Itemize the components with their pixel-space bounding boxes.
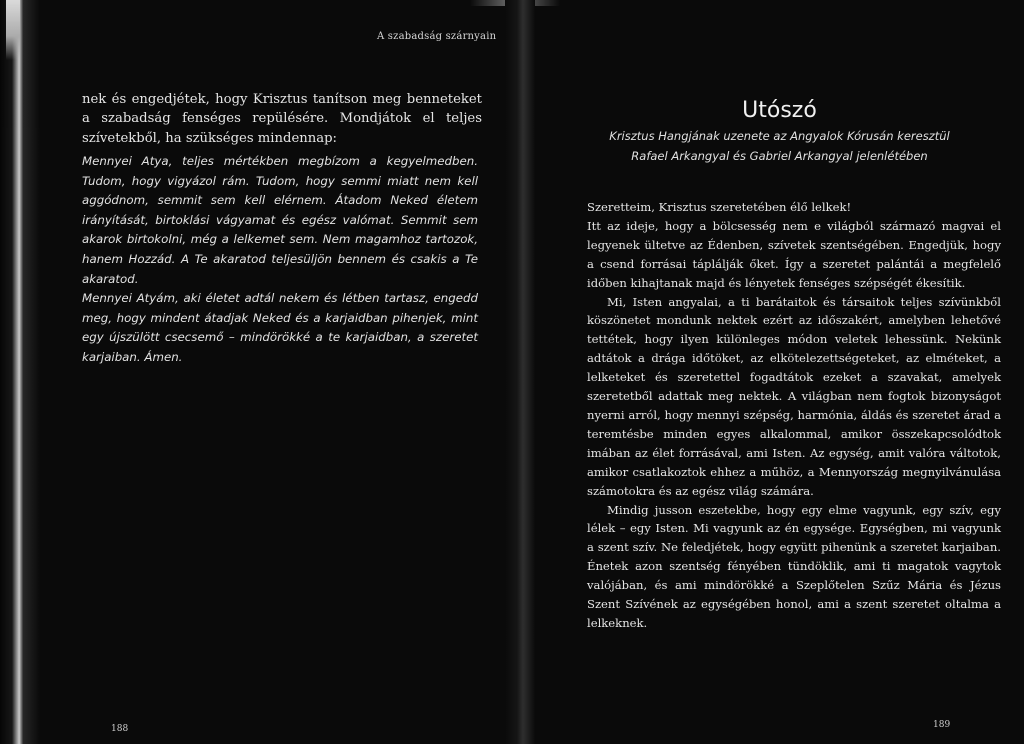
body-paragraph: Mi, Isten angyalai, a ti barátaitok és társaitok teljes szívünkből köszönetet mondunk nektek ezért az időszakért, amelyben lehetővé tettétek, hogy ilyen különleges módon veletek lehessünk. Nekünk adtátok a drága időtöket, az elkötelezettségeteket, az elméteket, a lelketeket és szeretettel fogadtátok ezeket a szavakat, amelyek szeretetből adattak meg nektek. A világban nem fogtok bizonyságot nyerni arról, hogy mennyi szépség, harmónia, áldás és szeretet árad a teremtésbe minden egyes alkalommal, amikor összekapcsolódtok imában az élet forrásával, ami Isten. Az egység, amit valóra váltotok, amikor csatlakoztok ehhez a műhöz, a Mennyország megnyilvánulása számotokra és az egész világ számára.: [587, 294, 1001, 498]
left-body-text: [82, 90, 482, 148]
body-paragraph: Mindig jusson eszetekbe, hogy egy elme vagyunk, egy szív, egy lélek – egy Isten. Mi vagyunk az én egysége. Egységben, mi vagyunk a szent szív. Ne feledjétek, hogy együtt pihenünk a szeretet karjaiban. Énetek azon szentség fényében tündöklik, ami ti magatok vagytok valójában, és ami mindörökké a Szeplőtelen Szűz Mária és Jézus Szent Szívének az egységében honol, ami a szent szeretet oltalma a lelkeknek.: [587, 502, 1001, 630]
page-number: 189: [933, 720, 951, 730]
body-paragraph: nek és engedjétek, hogy Krisztus tanítson meg benneteket a szabadság fenséges repülésére. Mondjátok el teljes szívetekből, ha szükséges mindennap:: [82, 92, 482, 146]
right-page: [535, 0, 1024, 744]
salutation: Szeretteim, Krisztus szeretetében élő lelkek!: [587, 200, 852, 214]
chapter-subtitle: Krisztus Hangjának uzenete az Angyalok Kórusán keresztül: [609, 129, 950, 143]
chapter-subtitle: Rafael Arkangyal és Gabriel Arkangyal jelenlétében: [631, 149, 928, 163]
right-body-text: [587, 198, 1001, 633]
prayer-block: [82, 152, 478, 368]
book-edge: [0, 0, 40, 744]
running-head: A szabadság szárnyain: [377, 31, 497, 42]
prayer-paragraph: Mennyei Atya, teljes mértékben megbízom a kegyelmedben. Tudom, hogy vigyázol rám. Tudom, hogy semmi miatt nem kell aggódnom, semmit sem kell elérnem. Átadom Neked életem irányítását, birtoklási vágyamat és egész valómat. Semmit sem akarok birtokolni, még a lelkemet sem. Nem magamhoz tartozok, hanem Hozzád. A Te akaratod teljesüljön bennem és csakis a Te akaratod.: [82, 154, 478, 286]
prayer-paragraph: Mennyei Atyám, aki életet adtál nekem és létben tartasz, engedd meg, hogy mindent átadjak Neked és a karjaidban pihenjek, mint egy újszülött csecsemő – mindörökké a te karjaidban, a szeretet karjaiban. Ámen.: [82, 291, 478, 364]
body-paragraph: Itt az ideje, hogy a bölcsesség nem e világból származó magvai el legyenek ültetve az Édenben, szívetek szentségében. Engedjük, hogy a csend forrásai táplálják őket. Így a szeretet palántái a megfelelő időben kihajtanak majd és lényetek fenséges szépségét ékesítik.: [587, 218, 1001, 290]
page-number: 188: [111, 724, 129, 734]
left-page: [40, 0, 505, 744]
chapter-title: Utószó: [742, 98, 817, 123]
book-gutter: [505, 0, 535, 744]
